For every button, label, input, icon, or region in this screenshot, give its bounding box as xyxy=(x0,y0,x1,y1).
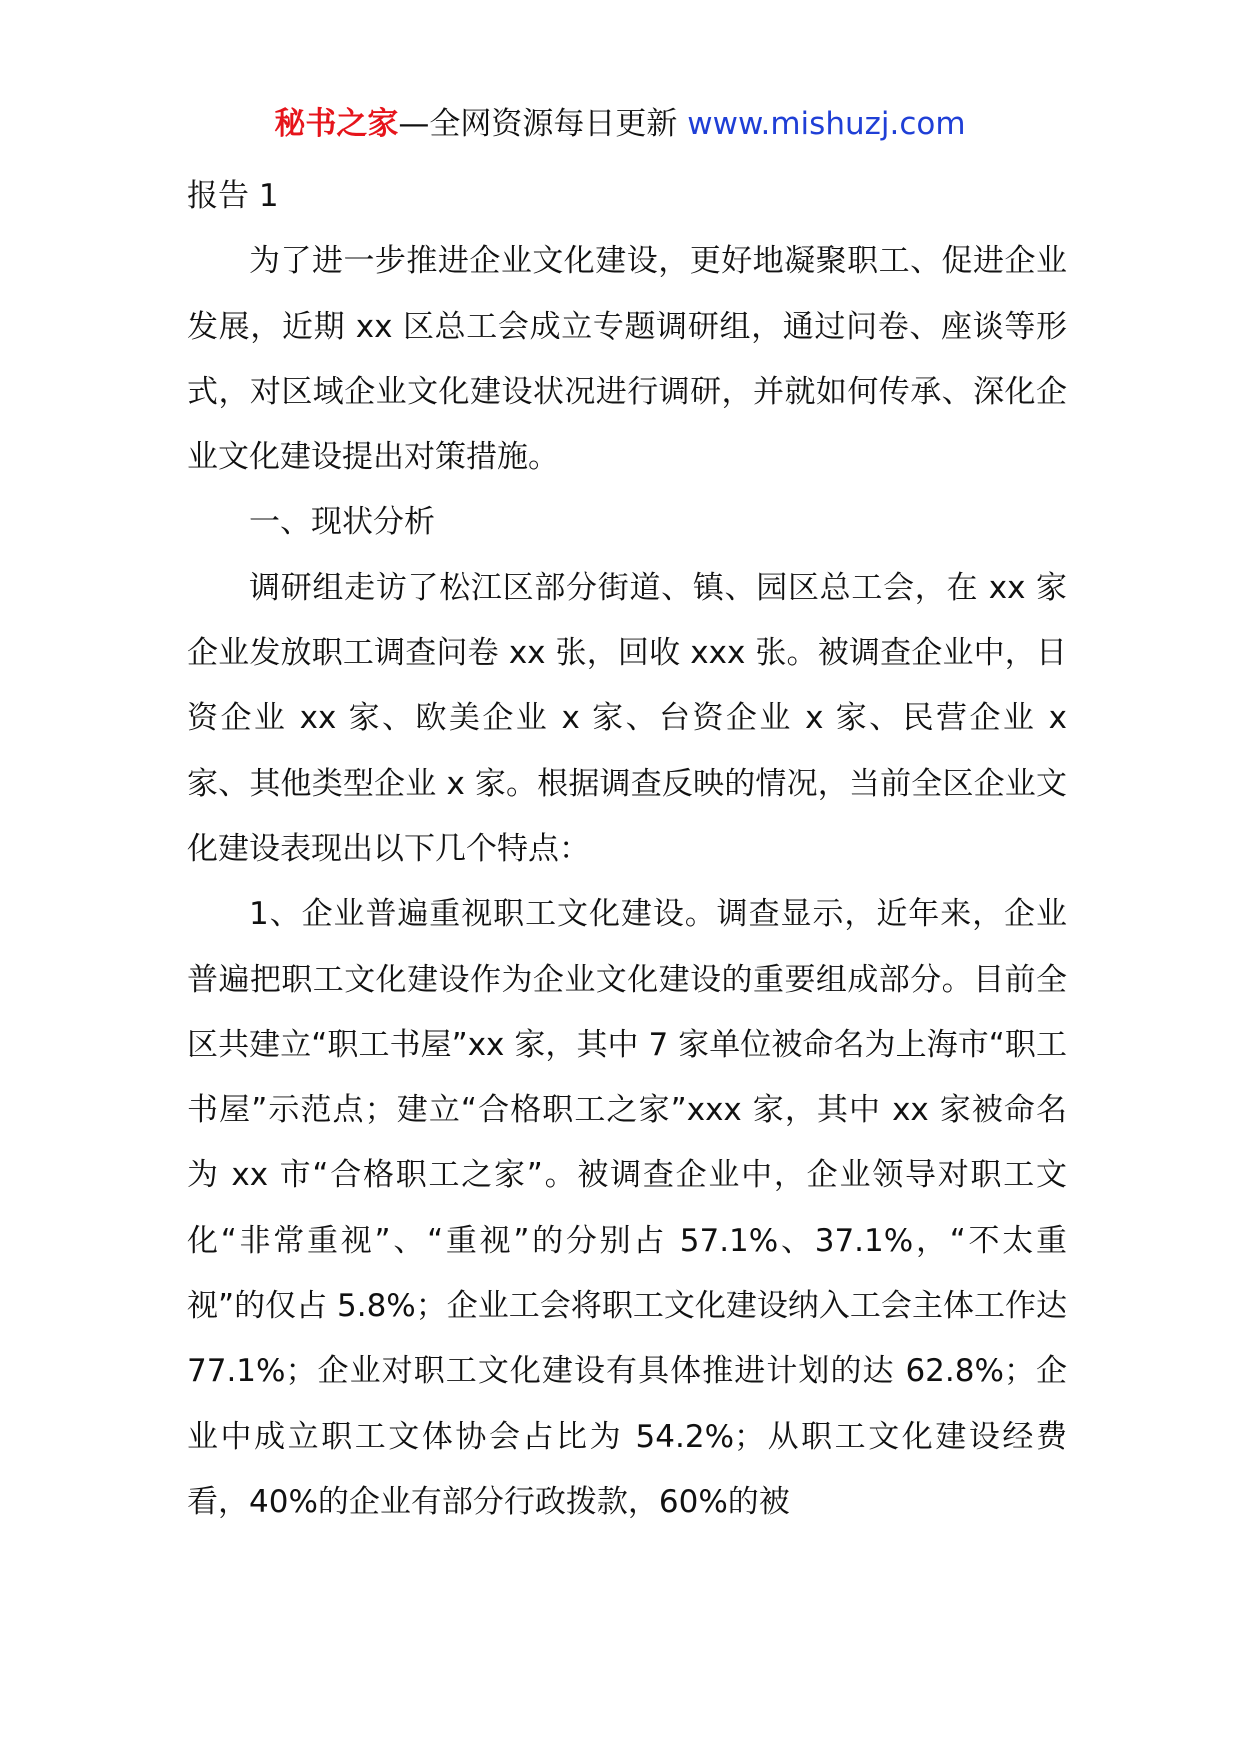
paragraph-point-1: 1、企业普遍重视职工文化建设。调查显示，近年来，企业普遍把职工文化建设作为企业文化建设的重要组成部分。目前全区共建立“职工书屋”xx 家，其中 7 家单位被命名为上海市“职工书屋”示范点；建立“合格职工之家”xxx 家，其中 xx 家被命名为 xx 市“合格职工之家”。被调查企业中，企业领导对职工文化“非常重视”、“重视”的分别占 57.1%、37.1%，“不太重视”的仅占 5.8%；企业工会将职工文化建设纳入工会主体工作达 77.1%；企业对职工文化建设有具体推进计划的达 62.8%；企业中成立职工文体协会占比为 54.2%；从职工文化建设经费看，40%的企业有部分行政拨款，60%的被 xyxy=(187,896,1067,1520)
section-heading: 一、现状分析 xyxy=(249,504,435,541)
document-title: 报告 1 xyxy=(187,178,279,214)
header-tagline: —全网资源每日更新 xyxy=(398,106,688,142)
paragraph-intro: 为了进一步推进企业文化建设，更好地凝聚职工、促进企业发展，近期 xx 区总工会成立专题调研组，通过问卷、座谈等形式，对区域企业文化建设状况进行调研，并就如何传承、深化企业文化建设提出对策措施。 xyxy=(187,243,1067,476)
paragraph-survey: 调研组走访了松江区部分街道、镇、园区总工会，在 xx 家企业发放职工调查问卷 xx 张，回收 xxx 张。被调查企业中，日资企业 xx 家、欧美企业 x 家、台资企业 x 家、民营企业 x 家、其他类型企业 x 家。根据调查反映的情况，当前全区企业文化建设表现出以下几个特点： xyxy=(187,569,1067,867)
brand-name: 秘书之家 xyxy=(274,106,399,142)
site-header xyxy=(0,100,1240,148)
document-body xyxy=(187,164,1067,1535)
site-url-link[interactable]: www.mishuzj.com xyxy=(687,106,966,142)
